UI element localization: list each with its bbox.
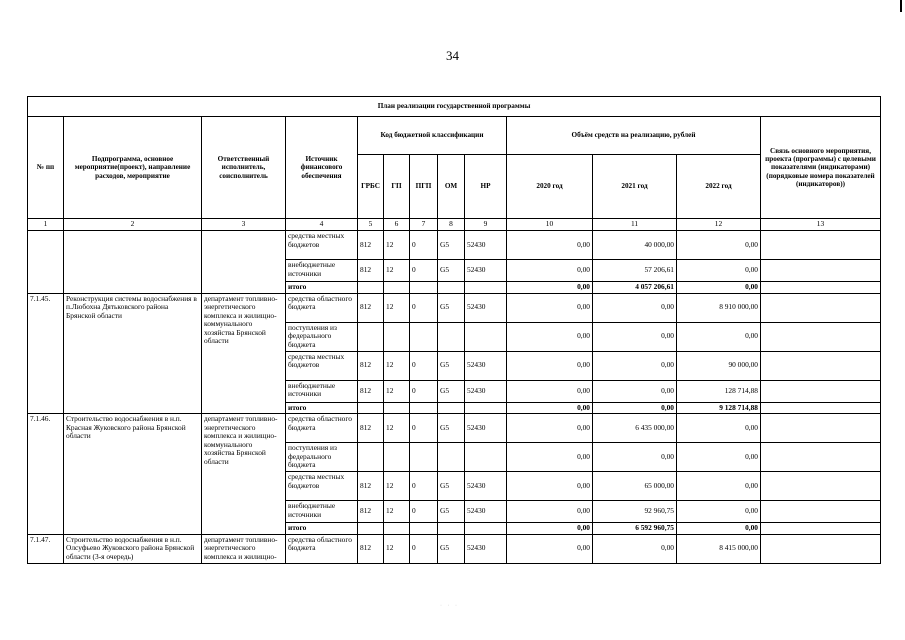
activity-number: 7.1.47. bbox=[28, 534, 64, 563]
amount-cell: 0,00 bbox=[677, 282, 761, 294]
budget-code-cell bbox=[358, 322, 384, 351]
activity-number: 7.1.45. bbox=[28, 293, 64, 414]
amount-cell: 92 960,75 bbox=[593, 501, 677, 523]
amount-cell: 0,00 bbox=[593, 443, 677, 472]
indicator-link-cell bbox=[761, 443, 881, 472]
budget-code-cell bbox=[410, 322, 438, 351]
budget-code-cell: G5 bbox=[438, 293, 465, 322]
budget-code-cell bbox=[438, 322, 465, 351]
budget-code-cell bbox=[410, 282, 438, 294]
budget-code-cell: 0 bbox=[410, 414, 438, 443]
budget-code-cell: G5 bbox=[438, 501, 465, 523]
budget-code-cell: 52430 bbox=[465, 260, 507, 282]
budget-code-cell: G5 bbox=[438, 414, 465, 443]
budget-code-cell bbox=[438, 443, 465, 472]
header-code-col: ГРБС bbox=[358, 155, 384, 219]
indicator-link-cell bbox=[761, 472, 881, 501]
amount-cell: 0,00 bbox=[677, 523, 761, 535]
column-index-cell: 7 bbox=[410, 219, 438, 231]
activity-name bbox=[64, 231, 202, 294]
amount-cell: 0,00 bbox=[507, 351, 593, 380]
funding-source: средства областного бюджета bbox=[286, 534, 358, 563]
funding-source: поступления из федерального бюджета bbox=[286, 322, 358, 351]
header-year-col: 2021 год bbox=[593, 155, 677, 219]
amount-cell: 0,00 bbox=[507, 380, 593, 402]
activity-name: Реконструкция системы водоснабжения в п.Любохна Дятьковского района Брянской области bbox=[64, 293, 202, 414]
budget-code-cell: 0 bbox=[410, 501, 438, 523]
budget-code-cell bbox=[358, 523, 384, 535]
budget-code-cell: 12 bbox=[384, 380, 410, 402]
amount-cell: 0,00 bbox=[677, 501, 761, 523]
budget-code-cell: G5 bbox=[438, 380, 465, 402]
header-budget-code: Код бюджетной классификации bbox=[358, 117, 507, 155]
table-row bbox=[28, 414, 881, 443]
budget-code-cell: 0 bbox=[410, 380, 438, 402]
column-index-cell: 11 bbox=[593, 219, 677, 231]
table-row bbox=[28, 231, 881, 260]
budget-code-cell: 0 bbox=[410, 472, 438, 501]
funding-source: внебюджетные источники bbox=[286, 260, 358, 282]
activity-number: 7.1.46. bbox=[28, 414, 64, 535]
budget-code-cell bbox=[410, 402, 438, 414]
budget-code-cell: 52430 bbox=[465, 472, 507, 501]
funding-source: итого bbox=[286, 402, 358, 414]
amount-cell: 0,00 bbox=[507, 443, 593, 472]
plan-title: План реализации государственной программы bbox=[28, 97, 881, 117]
amount-cell: 0,00 bbox=[507, 322, 593, 351]
budget-code-cell bbox=[358, 402, 384, 414]
funding-source: средства местных бюджетов bbox=[286, 231, 358, 260]
budget-code-cell: 0 bbox=[410, 231, 438, 260]
funding-source: внебюджетные источники bbox=[286, 380, 358, 402]
budget-code-cell bbox=[358, 443, 384, 472]
page-number: 34 bbox=[446, 48, 459, 63]
indicator-link-cell bbox=[761, 380, 881, 402]
indicator-link-cell bbox=[761, 351, 881, 380]
amount-cell: 0,00 bbox=[677, 322, 761, 351]
budget-code-cell: 12 bbox=[384, 472, 410, 501]
activity-executor: департамент топливно-энергетического комплекса и жилищно-коммунального хозяйства Брянской области bbox=[202, 414, 286, 535]
amount-cell: 4 057 206,61 bbox=[593, 282, 677, 294]
budget-code-cell: 12 bbox=[384, 260, 410, 282]
column-index-cell: 10 bbox=[507, 219, 593, 231]
scan-edge-mark bbox=[900, 0, 902, 12]
indicator-link-cell bbox=[761, 231, 881, 260]
funding-source: итого bbox=[286, 523, 358, 535]
budget-code-cell: G5 bbox=[438, 260, 465, 282]
budget-code-cell: 812 bbox=[358, 260, 384, 282]
amount-cell: 0,00 bbox=[507, 523, 593, 535]
column-index-cell: 5 bbox=[358, 219, 384, 231]
amount-cell: 0,00 bbox=[677, 260, 761, 282]
budget-code-cell bbox=[384, 282, 410, 294]
header-year-col: 2022 год bbox=[677, 155, 761, 219]
budget-code-cell bbox=[438, 523, 465, 535]
program-plan-table bbox=[27, 96, 881, 564]
amount-cell: 8 910 000,00 bbox=[677, 293, 761, 322]
budget-code-cell bbox=[384, 402, 410, 414]
column-index-cell: 13 bbox=[761, 219, 881, 231]
header-code-col: ГП bbox=[384, 155, 410, 219]
budget-code-cell: 812 bbox=[358, 293, 384, 322]
indicator-link-cell bbox=[761, 534, 881, 563]
budget-code-cell: 812 bbox=[358, 231, 384, 260]
program-plan-table-container bbox=[27, 96, 880, 564]
activity-name: Строительство водоснабжения в н.п. Олсуфьево Жуковского района Брянской области (3-я очередь) bbox=[64, 534, 202, 563]
amount-cell: 0,00 bbox=[507, 534, 593, 563]
amount-cell: 6 435 000,00 bbox=[593, 414, 677, 443]
header-activity-name: Подпрограмма, основное мероприятие(проект), направление расходов, мероприятие bbox=[64, 117, 202, 219]
amount-cell: 0,00 bbox=[507, 293, 593, 322]
budget-code-cell: 12 bbox=[384, 231, 410, 260]
amount-cell: 0,00 bbox=[677, 443, 761, 472]
budget-code-cell bbox=[410, 523, 438, 535]
header-funding-volume: Объём средств на реализацию, рублей bbox=[507, 117, 761, 155]
budget-code-cell bbox=[384, 322, 410, 351]
budget-code-cell: 812 bbox=[358, 534, 384, 563]
budget-code-cell: 12 bbox=[384, 534, 410, 563]
header-funding-source: Источник финансового обеспечения bbox=[286, 117, 358, 219]
amount-cell: 0,00 bbox=[593, 351, 677, 380]
budget-code-cell bbox=[438, 282, 465, 294]
amount-cell: 0,00 bbox=[507, 260, 593, 282]
column-index-cell: 1 bbox=[28, 219, 64, 231]
column-index-cell: 8 bbox=[438, 219, 465, 231]
budget-code-cell: 812 bbox=[358, 472, 384, 501]
scan-smudge: · · · bbox=[440, 603, 459, 609]
amount-cell: 128 714,88 bbox=[677, 380, 761, 402]
amount-cell: 0,00 bbox=[677, 231, 761, 260]
activity-executor: департамент топливно-энергетического комплекса и жилищно-коммунального хозяйства Брянской области bbox=[202, 293, 286, 414]
indicator-link-cell bbox=[761, 414, 881, 443]
funding-source: поступления из федерального бюджета bbox=[286, 443, 358, 472]
amount-cell: 0,00 bbox=[593, 322, 677, 351]
indicator-link-cell bbox=[761, 293, 881, 322]
header-code-col: ОМ bbox=[438, 155, 465, 219]
amount-cell: 90 000,00 bbox=[677, 351, 761, 380]
budget-code-cell: 812 bbox=[358, 414, 384, 443]
header-year-col: 2020 год bbox=[507, 155, 593, 219]
amount-cell: 0,00 bbox=[677, 472, 761, 501]
budget-code-cell: 52430 bbox=[465, 501, 507, 523]
indicator-link-cell bbox=[761, 501, 881, 523]
column-index-cell: 12 bbox=[677, 219, 761, 231]
budget-code-cell bbox=[384, 443, 410, 472]
funding-source: средства местных бюджетов bbox=[286, 351, 358, 380]
activity-name: Строительство водоснабжения в н.п. Красная Жуковского района Брянской области bbox=[64, 414, 202, 535]
amount-cell: 0,00 bbox=[507, 282, 593, 294]
amount-cell: 0,00 bbox=[593, 380, 677, 402]
amount-cell: 0,00 bbox=[507, 414, 593, 443]
budget-code-cell bbox=[384, 523, 410, 535]
budget-code-cell bbox=[358, 282, 384, 294]
indicator-link-cell bbox=[761, 260, 881, 282]
budget-code-cell bbox=[438, 402, 465, 414]
amount-cell: 0,00 bbox=[593, 293, 677, 322]
budget-code-cell: 12 bbox=[384, 414, 410, 443]
budget-code-cell bbox=[465, 282, 507, 294]
budget-code-cell: 52430 bbox=[465, 351, 507, 380]
indicator-link-cell bbox=[761, 322, 881, 351]
funding-source: итого bbox=[286, 282, 358, 294]
amount-cell: 0,00 bbox=[507, 231, 593, 260]
header-indicator-link: Связь основного мероприятия, проекта (программы) с целевыми показателями (индикаторами) (порядковые номера показателей (индикаторов)) bbox=[761, 117, 881, 219]
indicator-link-cell bbox=[761, 402, 881, 414]
budget-code-cell bbox=[465, 402, 507, 414]
budget-code-cell: 812 bbox=[358, 501, 384, 523]
amount-cell: 0,00 bbox=[507, 501, 593, 523]
amount-cell: 40 000,00 bbox=[593, 231, 677, 260]
budget-code-cell: 52430 bbox=[465, 380, 507, 402]
column-index-cell: 4 bbox=[286, 219, 358, 231]
budget-code-cell: G5 bbox=[438, 351, 465, 380]
funding-source: внебюджетные источники bbox=[286, 501, 358, 523]
amount-cell: 0,00 bbox=[593, 534, 677, 563]
budget-code-cell: 52430 bbox=[465, 293, 507, 322]
column-index-cell: 9 bbox=[465, 219, 507, 231]
header-code-col: ПГП bbox=[410, 155, 438, 219]
amount-cell: 0,00 bbox=[507, 472, 593, 501]
activity-executor: департамент топливно-энергетического комплекса и жилищно- bbox=[202, 534, 286, 563]
table-row bbox=[28, 293, 881, 322]
amount-cell: 0,00 bbox=[677, 414, 761, 443]
budget-code-cell bbox=[465, 443, 507, 472]
budget-code-cell: 812 bbox=[358, 351, 384, 380]
budget-code-cell: 52430 bbox=[465, 414, 507, 443]
header-number: № пп bbox=[28, 117, 64, 219]
indicator-link-cell bbox=[761, 523, 881, 535]
budget-code-cell bbox=[465, 523, 507, 535]
funding-source: средства областного бюджета bbox=[286, 414, 358, 443]
amount-cell: 65 000,00 bbox=[593, 472, 677, 501]
budget-code-cell: 0 bbox=[410, 534, 438, 563]
amount-cell: 6 592 960,75 bbox=[593, 523, 677, 535]
budget-code-cell: 812 bbox=[358, 380, 384, 402]
budget-code-cell: 52430 bbox=[465, 231, 507, 260]
budget-code-cell bbox=[465, 322, 507, 351]
indicator-link-cell bbox=[761, 282, 881, 294]
budget-code-cell bbox=[410, 443, 438, 472]
column-index-cell: 3 bbox=[202, 219, 286, 231]
column-index-cell: 2 bbox=[64, 219, 202, 231]
amount-cell: 57 206,61 bbox=[593, 260, 677, 282]
amount-cell: 9 128 714,88 bbox=[677, 402, 761, 414]
amount-cell: 0,00 bbox=[507, 402, 593, 414]
budget-code-cell: G5 bbox=[438, 472, 465, 501]
budget-code-cell: G5 bbox=[438, 231, 465, 260]
budget-code-cell: 0 bbox=[410, 351, 438, 380]
budget-code-cell: 12 bbox=[384, 293, 410, 322]
funding-source: средства местных бюджетов bbox=[286, 472, 358, 501]
column-index-cell: 6 bbox=[384, 219, 410, 231]
budget-code-cell: G5 bbox=[438, 534, 465, 563]
budget-code-cell: 0 bbox=[410, 260, 438, 282]
budget-code-cell: 52430 bbox=[465, 534, 507, 563]
amount-cell: 0,00 bbox=[593, 402, 677, 414]
header-code-col: НР bbox=[465, 155, 507, 219]
budget-code-cell: 0 bbox=[410, 293, 438, 322]
funding-source: средства областного бюджета bbox=[286, 293, 358, 322]
activity-executor bbox=[202, 231, 286, 294]
budget-code-cell: 12 bbox=[384, 501, 410, 523]
table-row bbox=[28, 534, 881, 563]
amount-cell: 8 415 000,00 bbox=[677, 534, 761, 563]
activity-number bbox=[28, 231, 64, 294]
budget-code-cell: 12 bbox=[384, 351, 410, 380]
header-executor: Ответственный исполнитель, соисполнитель bbox=[202, 117, 286, 219]
